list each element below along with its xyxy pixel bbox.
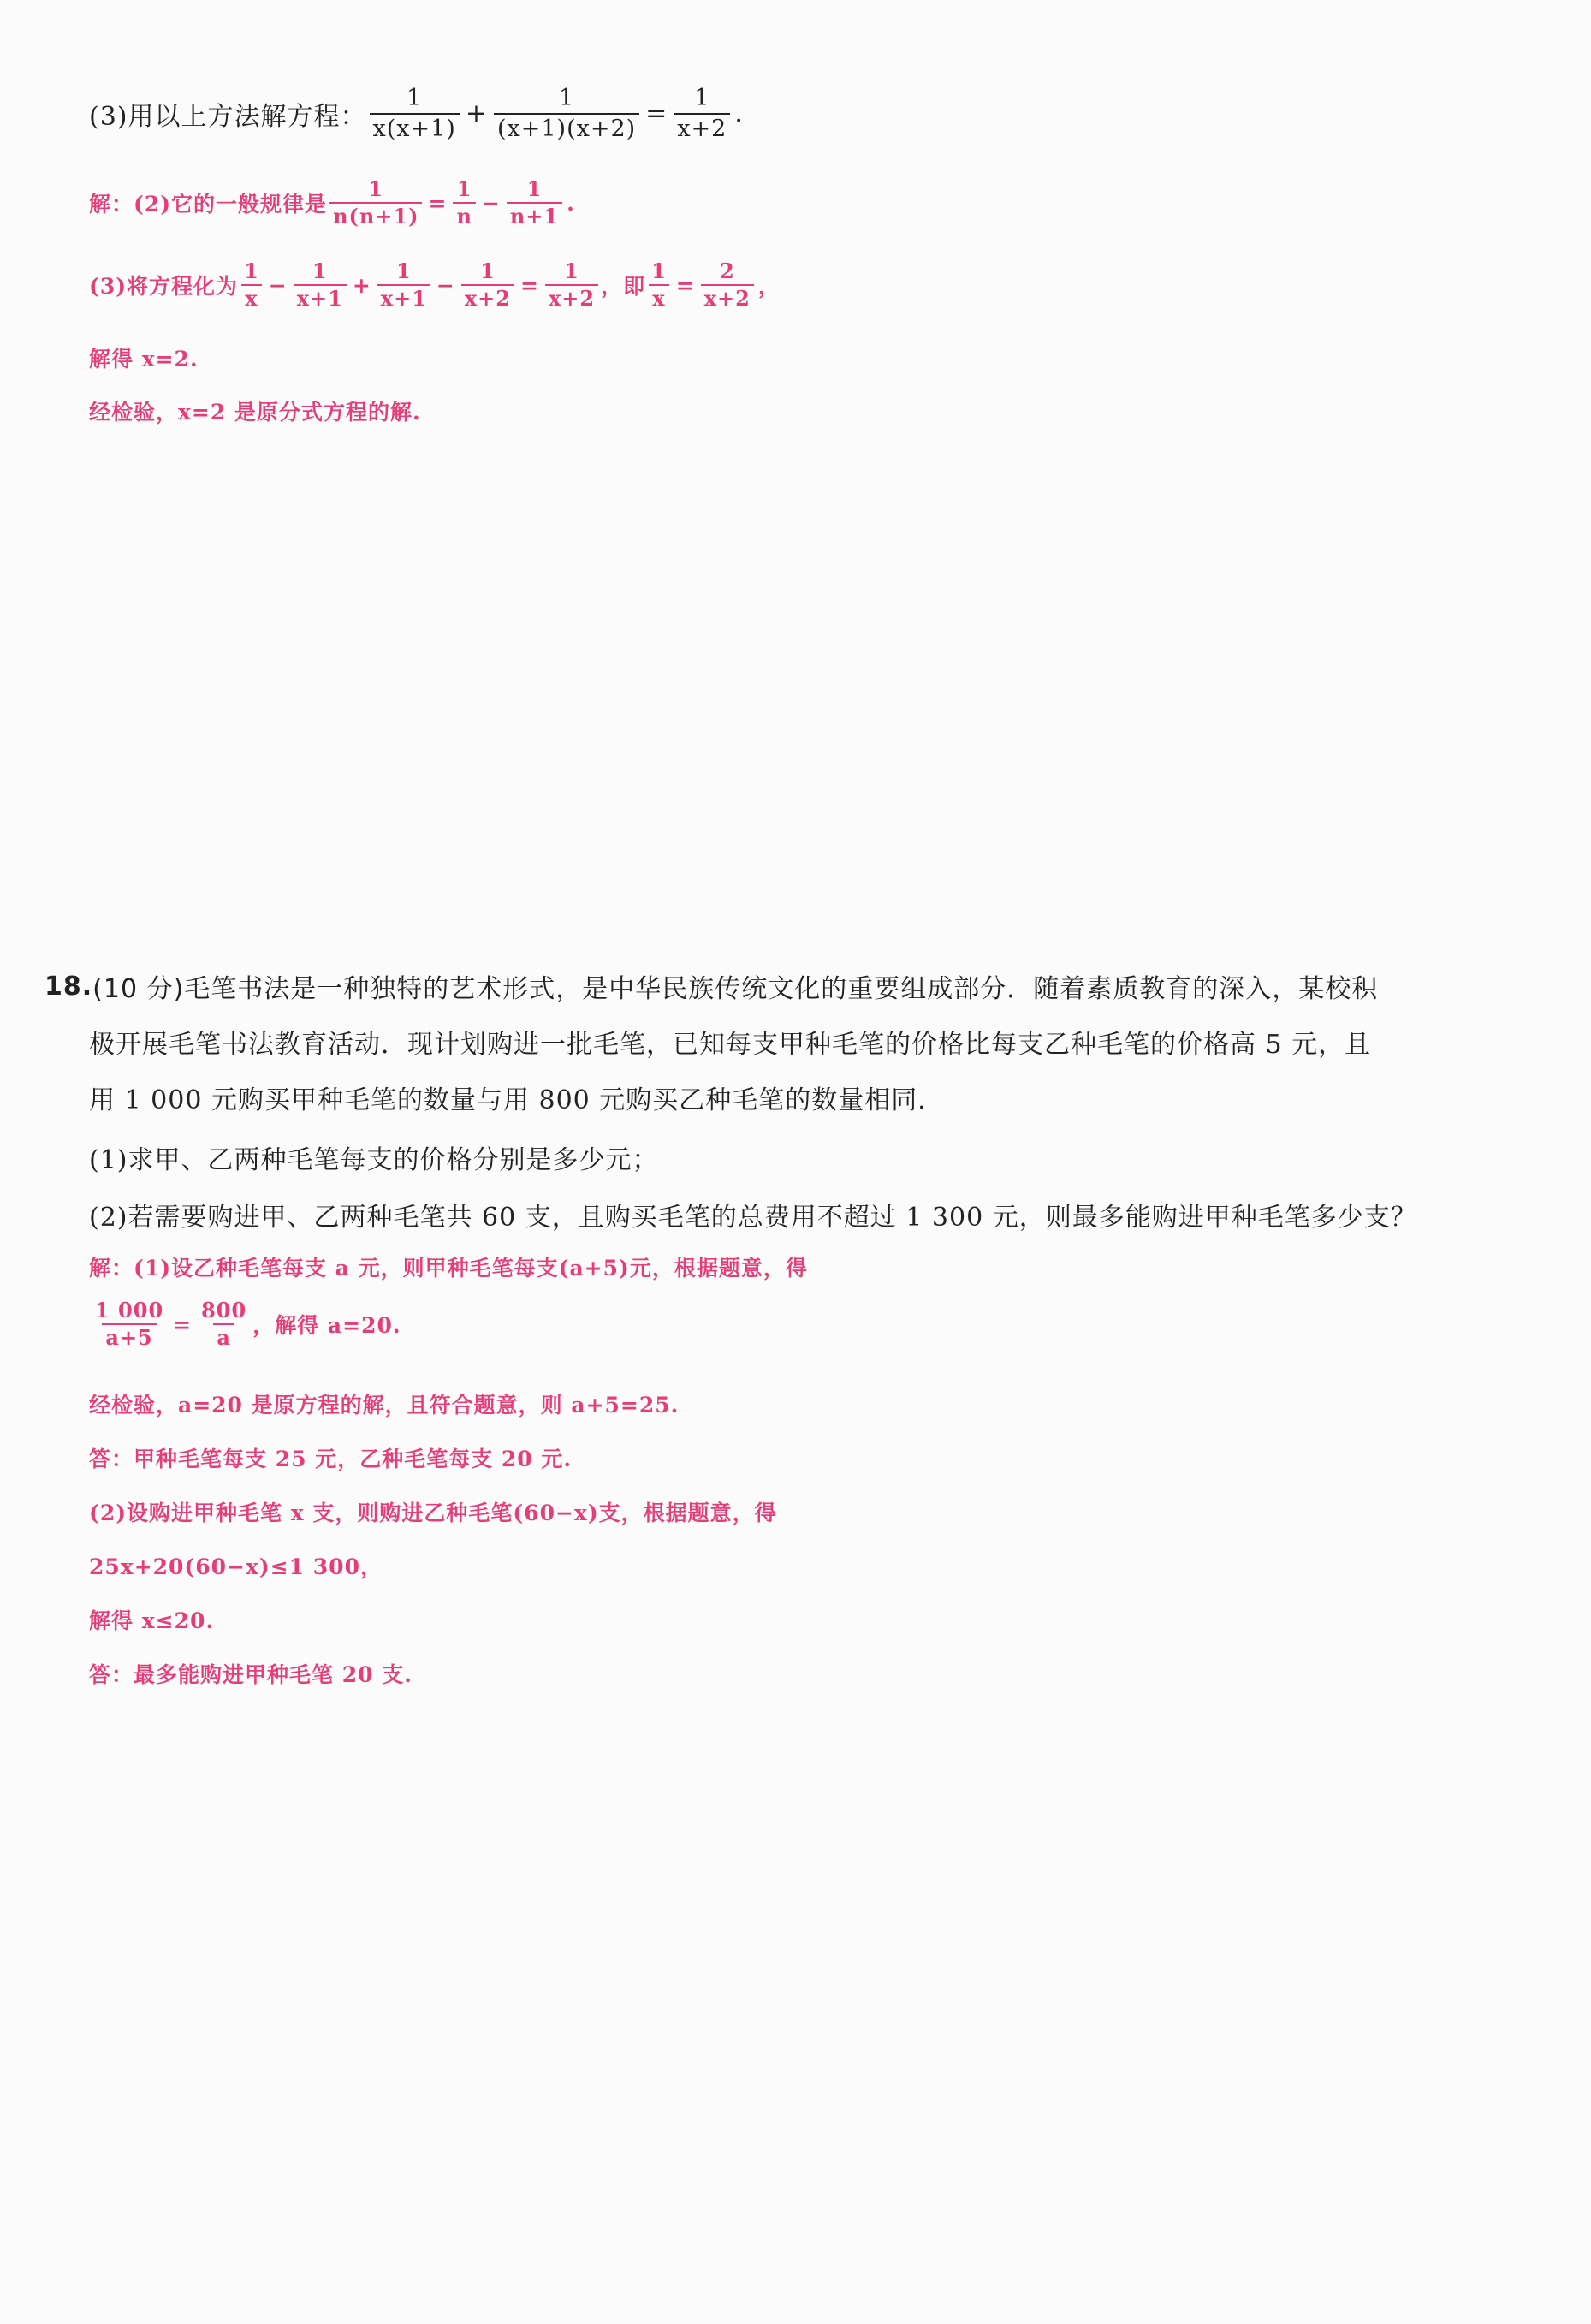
q18-line1 bbox=[45, 967, 1378, 1005]
sol18-line1: 解：(1)设乙种毛笔每支 a 元，则甲种毛笔每支(a+5)元，根据题意，得 bbox=[89, 1256, 808, 1281]
fraction bbox=[377, 260, 430, 311]
sol17-line4: 经检验，x=2 是原分式方程的解. bbox=[89, 400, 421, 425]
denominator: n(n+1) bbox=[329, 202, 422, 228]
fraction bbox=[545, 260, 598, 311]
fraction bbox=[701, 260, 754, 311]
q17-part3-prefix: (3)用以上方法解方程： bbox=[89, 101, 367, 132]
fraction bbox=[461, 260, 514, 311]
fraction bbox=[674, 86, 730, 141]
question-score: (10 分) bbox=[92, 974, 185, 1004]
numerator: 1 bbox=[651, 259, 667, 283]
sol18-line2-tail: ，解得 a=20. bbox=[252, 1313, 401, 1339]
operator: = bbox=[675, 272, 695, 298]
sol18-line7: 解得 x≤20. bbox=[89, 1608, 215, 1633]
sol18-line6: 25x+20(60−x)≤1 300， bbox=[89, 1554, 383, 1579]
denominator: (x+1)(x+2) bbox=[494, 113, 639, 142]
numerator: 1 bbox=[396, 259, 412, 283]
denominator: x bbox=[241, 284, 261, 310]
numerator: 1 bbox=[312, 259, 328, 283]
fraction bbox=[92, 1299, 167, 1350]
denominator: n bbox=[453, 202, 475, 228]
denominator: a+5 bbox=[102, 1323, 156, 1349]
denominator: x+1 bbox=[294, 284, 347, 310]
sol18-line8: 答：最多能购进甲种毛笔 20 支. bbox=[89, 1662, 413, 1687]
numerator: 1 bbox=[480, 259, 496, 283]
numerator: 1 bbox=[456, 176, 472, 201]
denominator: n+1 bbox=[507, 202, 562, 228]
operator: = bbox=[428, 190, 448, 216]
fraction bbox=[240, 260, 263, 311]
question-number: 18. bbox=[45, 971, 93, 1002]
numerator: 800 bbox=[201, 1298, 247, 1322]
denominator: x+2 bbox=[545, 284, 598, 310]
connector-text: ，即 bbox=[601, 274, 646, 300]
numerator: 1 bbox=[694, 85, 710, 111]
operator: = bbox=[645, 98, 668, 129]
operator: + bbox=[465, 98, 488, 129]
numerator: 2 bbox=[719, 259, 735, 283]
punctuation: ， bbox=[757, 274, 781, 300]
sol17-line1-prefix: 解：(2)它的一般规律是 bbox=[89, 192, 328, 217]
operator: − bbox=[436, 272, 455, 298]
numerator: 1 bbox=[558, 85, 575, 111]
q18-line2: 极开展毛笔书法教育活动．现计划购进一批毛笔，已知每支甲种毛笔的价格比每支乙种毛笔的价格高 5 元，且 bbox=[89, 1030, 1372, 1060]
numerator: 1 bbox=[244, 259, 259, 283]
sol17-line2-prefix: (3)将方程化为 bbox=[89, 274, 239, 300]
fraction bbox=[507, 178, 562, 229]
fraction bbox=[494, 86, 639, 141]
denominator: x(x+1) bbox=[370, 113, 460, 142]
operator: = bbox=[520, 272, 539, 298]
operator: + bbox=[352, 272, 371, 298]
sol17-line3: 解得 x=2. bbox=[89, 347, 199, 371]
denominator: x bbox=[649, 284, 668, 310]
q18-subquestion-1: (1)求甲、乙两种毛笔每支的价格分别是多少元； bbox=[89, 1145, 659, 1175]
sol18-line5: (2)设购进甲种毛笔 x 支，则购进乙种毛笔(60−x)支，根据题意，得 bbox=[89, 1501, 777, 1525]
denominator: x+1 bbox=[377, 284, 430, 310]
operator: − bbox=[268, 272, 288, 298]
fraction bbox=[329, 178, 422, 229]
q18-line3: 用 1 000 元购买甲种毛笔的数量与用 800 元购买乙种毛笔的数量相同． bbox=[89, 1085, 945, 1115]
fraction bbox=[453, 178, 475, 229]
sol17-line2 bbox=[89, 260, 781, 311]
denominator: x+2 bbox=[461, 284, 514, 310]
q18-subquestion-2: (2)若需要购进甲、乙两种毛笔共 60 支，且购买毛笔的总费用不超过 1 300 元，则最多能购进甲种毛笔多少支？ bbox=[89, 1203, 1417, 1233]
q17-part3-equation bbox=[89, 86, 744, 141]
numerator: 1 bbox=[368, 176, 384, 201]
fraction bbox=[370, 86, 460, 141]
q18-text-line1: 毛笔书法是一种独特的艺术形式，是中华民族传统文化的重要组成部分．随着素质教育的深入，某校积 bbox=[184, 974, 1379, 1004]
sol18-line4: 答：甲种毛笔每支 25 元，乙种毛笔每支 20 元. bbox=[89, 1447, 573, 1471]
punctuation: . bbox=[734, 98, 744, 129]
numerator: 1 bbox=[526, 176, 543, 201]
numerator: 1 bbox=[564, 259, 579, 283]
sol17-line1 bbox=[89, 178, 575, 229]
denominator: x+2 bbox=[674, 113, 730, 142]
fraction bbox=[648, 260, 670, 311]
operator: − bbox=[481, 190, 501, 216]
sol18-line2 bbox=[89, 1299, 401, 1350]
sol18-line3: 经检验，a=20 是原方程的解，且符合题意，则 a+5=25. bbox=[89, 1393, 680, 1418]
punctuation: . bbox=[567, 190, 575, 216]
fraction bbox=[198, 1299, 250, 1350]
denominator: x+2 bbox=[701, 284, 754, 310]
fraction bbox=[294, 260, 347, 311]
operator: = bbox=[173, 1311, 193, 1337]
denominator: a bbox=[213, 1323, 234, 1349]
numerator: 1 bbox=[407, 85, 423, 111]
numerator: 1 000 bbox=[95, 1298, 164, 1322]
